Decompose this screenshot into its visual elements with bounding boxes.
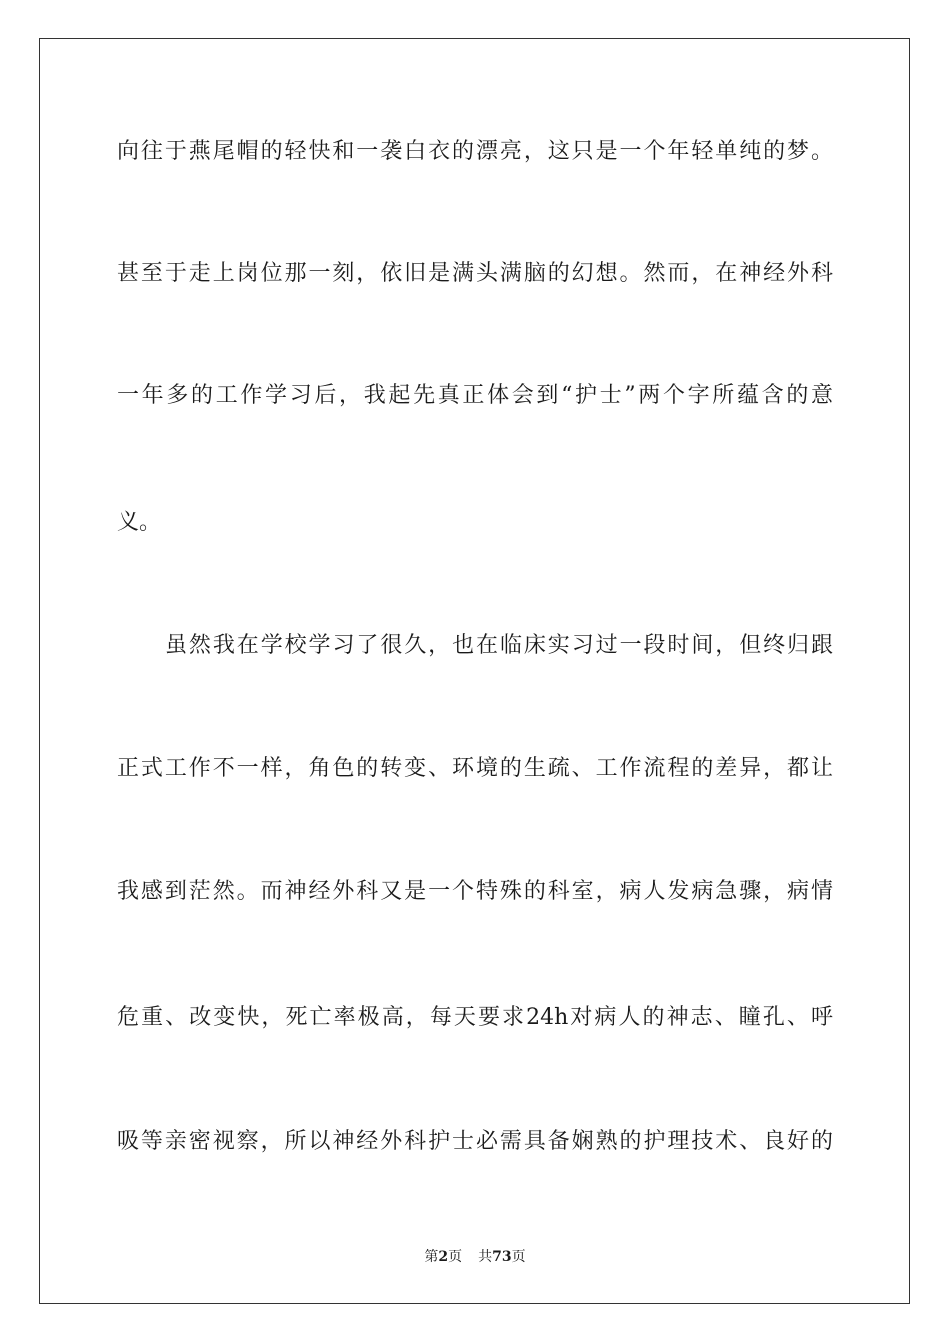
body-text-line-9: 吸等亲密视察，所以神经外科护士必需具备娴熟的护理技术、良好的 (117, 1129, 833, 1154)
body-text-line-3: 一年多的工作学习后，我起先真正体会到“护士”两个字所蕴含的意 (117, 383, 833, 408)
footer-total-prefix: 共 (478, 1249, 493, 1265)
body-text-line-8: 危重、改变快，死亡率极高，每天要求24h对病人的神志、瞳孔、呼 (117, 1005, 833, 1030)
footer-total-pages: 73 (492, 1249, 512, 1265)
body-text-line-7: 我感到茫然。而神经外科又是一个特殊的科室，病人发病急骤，病情 (117, 879, 833, 904)
body-text-line-5: 虽然我在学校学习了很久，也在临床实习过一段时间，但终归跟 (165, 633, 833, 658)
body-text-line-2: 甚至于走上岗位那一刻，依旧是满头满脑的幻想。然而，在神经外科 (117, 261, 833, 286)
footer-page-number: 2 (438, 1249, 449, 1265)
footer-total-suffix: 页 (511, 1249, 526, 1265)
footer-page-suffix: 页 (448, 1249, 463, 1265)
page-border (39, 38, 910, 1304)
footer-page-prefix: 第 (424, 1249, 439, 1265)
body-text-line-4: 义。 (117, 510, 162, 535)
body-text-line-1: 向往于燕尾帽的轻快和一袭白衣的漂亮，这只是一个年轻单纯的梦。 (117, 139, 833, 164)
body-text-line-6: 正式工作不一样，角色的转变、环境的生疏、工作流程的差异，都让 (117, 756, 833, 781)
page-footer (0, 1248, 950, 1266)
